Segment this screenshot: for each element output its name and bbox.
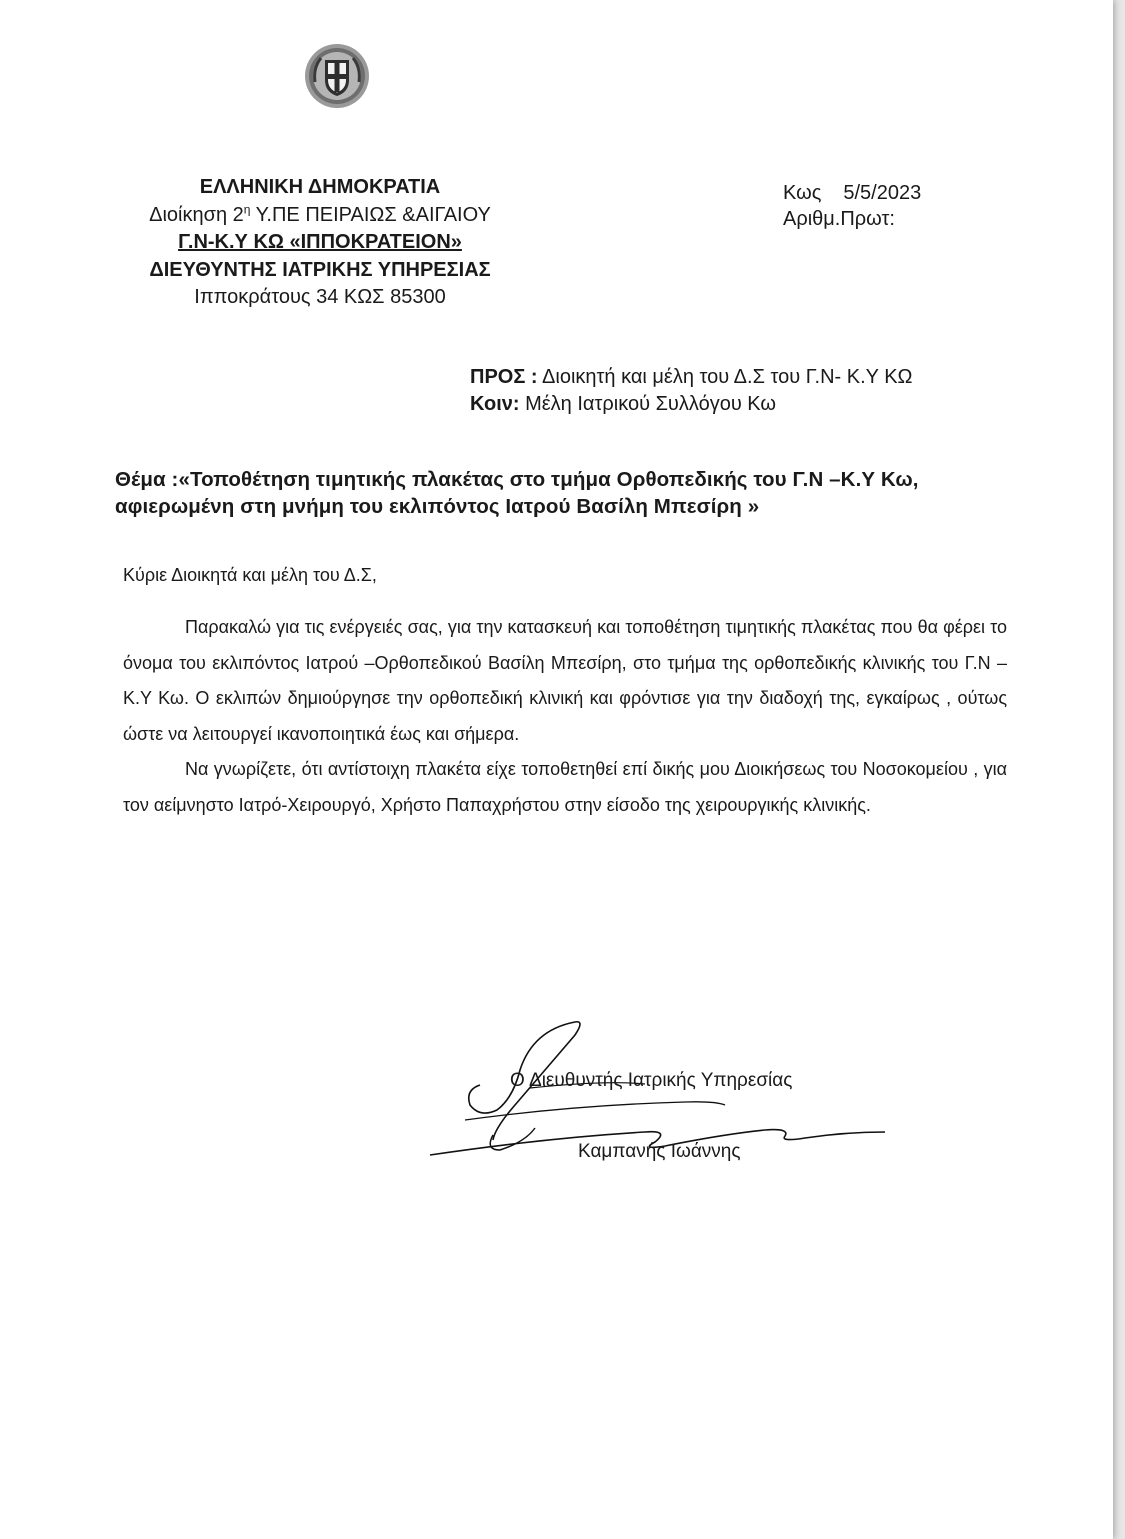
signatory-name: Καμπανής Ιωάννης — [578, 1141, 741, 1162]
place-date — [783, 180, 921, 206]
greek-coat-of-arms-icon — [303, 42, 371, 110]
paragraph: Παρακαλώ για τις ενέργειές σας, για την κατασκευή και τοποθέτηση τιμητικής πλακέτας που θα φέρει το όνομα του εκλιπόντος Ιατρού –Ορθοπεδικού Βασίλη Μπεσίρη, στο τμήμα της ορθοπεδικής κλινικής του Γ.Ν –Κ.Υ Κω. Ο εκλιπών δημιούργησε την ορθοπεδική κλινική και φρόντισε για την διαδοχή της, εγκαίρως , ούτως ώστε να λειτουργεί ικανοποιητικά έως και σήμερα. — [123, 617, 1007, 744]
paragraph: Να γνωρίζετε, ότι αντίστοιχη πλακέτα είχε τοποθετηθεί επί δικής μου Διοικήσεως του Νοσοκομείου , για τον αείμνηστο Ιατρό-Χειρουργό, Χρήστο Παπαχρήστου στην είσοδο της χειρουργικής κλινικής. — [123, 759, 1007, 815]
administration-line: Διοίκηση $2^\eta$ Υ.ΠΕ ΠΕΙΡΑΙΩΣ &ΑΙΓΑΙΟΥ — [149, 201, 491, 226]
to-line: ΠΡΟΣ : Διοικητή και μέλη του Δ.Σ του Γ.Ν- Κ.Υ ΚΩ — [470, 366, 913, 388]
place: Κως — [783, 182, 822, 204]
hospital-name: Γ.Ν-Κ.Υ ΚΩ «ΙΠΠΟΚΡΑΤΕΙΟΝ» — [178, 231, 462, 253]
department-name: ΔΙΕΥΘΥΝΤΗΣ ΙΑΤΡΙΚΗΣ ΥΠΗΡΕΣΙΑΣ — [149, 258, 491, 281]
greeting: Κύριε Διοικητά και μέλη του Δ.Σ, — [123, 565, 377, 585]
letter-body — [123, 610, 1007, 823]
date-protocol-block — [783, 180, 921, 232]
address: Ιπποκράτους 34 ΚΩΣ 85300 — [194, 286, 446, 308]
date: 5/5/2023 — [843, 182, 922, 204]
country-name: ΕΛΛΗΝΙΚΗ ΔΗΜΟΚΡΑΤΙΑ — [199, 176, 441, 198]
protocol-number-label: Αριθμ.Πρωτ: — [783, 208, 895, 230]
recipients-block — [470, 364, 912, 418]
cc-line: Κοιν: Μέλη Ιατρικού Συλλόγου Κω — [470, 393, 777, 415]
subject-heading: Θέμα :«Τοποθέτηση τιμητικής πλακέτας στο τμήμα Ορθοπεδικής του Γ.Ν –Κ.Υ Κω, αφιερωμένη στη μνήμη του εκλιπόντος Ιατρού Βασίλη Μπεσίρη » — [115, 468, 919, 518]
issuer-block — [110, 174, 530, 312]
signatory-title: Ο Διευθυντής Ιατρικής Υπηρεσίας — [510, 1070, 793, 1091]
